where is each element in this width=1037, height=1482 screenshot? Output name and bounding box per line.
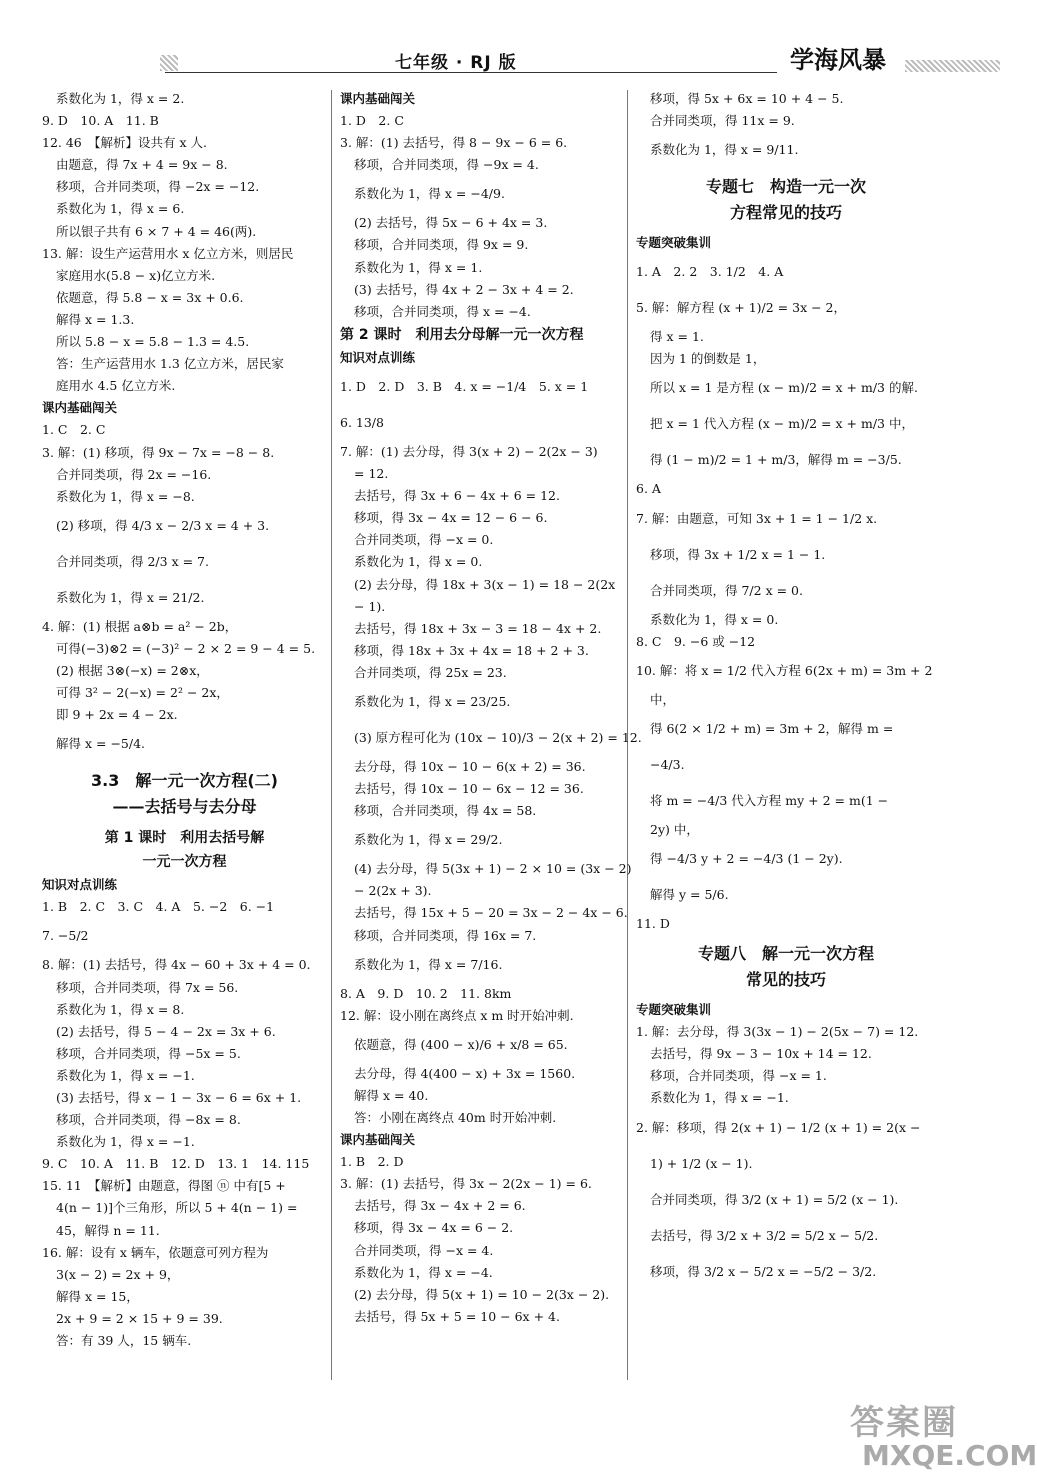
lesson-title-cont: 一元一次方程 xyxy=(142,854,227,871)
answer-line: 将 m = −4/3 代入方程 my + 2 = m(1 − xyxy=(650,792,889,808)
answer-line: (2) 根据 3⊗(−x) = 2⊗x， xyxy=(56,662,209,678)
answer-column-2 xyxy=(340,88,642,1328)
topic-subtitle: 方程常见的技巧 xyxy=(729,203,842,223)
section-heading: 专题突破集训 xyxy=(636,235,712,251)
answer-line: 1. C 2. C xyxy=(42,422,106,438)
answer-line: 所以银子共有 6 × 7 + 4 = 46(两). xyxy=(56,223,257,239)
answer-line: 解得 x = 15， xyxy=(56,1288,139,1304)
section-heading: 课内基础闯关 xyxy=(42,400,118,416)
answer-line: 答：生产运营用水 1.3 亿立方米，居民家 xyxy=(56,356,284,372)
answer-line: (2) 去括号，得 5x − 6 + 4x = 3. xyxy=(354,215,548,231)
chapter-title: 3.3 解一元一次方程(二) xyxy=(91,771,278,791)
answer-line: 8. 解：(1) 去括号，得 4x − 60 + 3x + 4 = 0. xyxy=(42,957,311,973)
answer-line: (4) 去分母，得 5(3x + 1) − 2 × 10 = (3x − 2) xyxy=(354,861,632,877)
answer-line: 移项，合并同类项，得 −8x = 8. xyxy=(56,1112,241,1128)
answer-line: 移项，合并同类项，得 −x = 1. xyxy=(650,1068,827,1084)
answer-line: − 2(2x + 3). xyxy=(354,883,432,899)
answer-line: 13. 解：设生产运营用水 x 亿立方米，则居民 xyxy=(42,245,294,261)
answer-line: (2) 去分母，得 18x + 3(x − 1) = 18 − 2(2x xyxy=(354,576,616,592)
answer-line: 9. D 10. A 11. B xyxy=(42,113,159,129)
answer-line: 系数化为 1，得 x = 1. xyxy=(354,259,483,275)
answer-line: 合并同类项，得 2x = −16. xyxy=(56,466,212,482)
answer-line: 7. −5/2 xyxy=(42,928,89,944)
answer-line: 4. 解：(1) 根据 a⊗b = a² − 2b， xyxy=(42,618,238,634)
answer-line: 系数化为 1，得 x = −1. xyxy=(56,1067,195,1083)
header-hatch-left xyxy=(160,55,178,71)
answer-line: (3) 原方程可化为 (10x − 10)/3 − 2(x + 2) = 12. xyxy=(354,729,642,745)
answer-line: 依题意，得 5.8 − x = 3x + 0.6. xyxy=(56,289,244,305)
answer-line: 1. 解：去分母，得 3(3x − 1) − 2(5x − 7) = 12. xyxy=(636,1024,919,1040)
answer-line: 系数化为 1，得 x = −8. xyxy=(56,488,195,504)
answer-line: 去括号，得 10x − 10 − 6x − 12 = 36. xyxy=(354,781,584,797)
answer-line: 7. 解：由题意，可知 3x + 1 = 1 − 1/2 x. xyxy=(636,510,878,526)
answer-line: 合并同类项，得 11x = 9. xyxy=(650,113,795,129)
answer-line: 系数化为 1，得 x = −1. xyxy=(650,1090,789,1106)
answer-line: 答：小刚在离终点 40m 时开始冲刺. xyxy=(354,1110,557,1125)
answer-line: 系数化为 1，得 x = 21/2. xyxy=(56,589,205,605)
section-heading: 课内基础闯关 xyxy=(340,91,416,106)
answer-line: 合并同类项，得 −x = 4. xyxy=(354,1242,494,1258)
answer-line: 去括号，得 15x + 5 − 20 = 3x − 2 − 4x − 6. xyxy=(354,905,628,921)
answer-line: 得 6(2 × 1/2 + m) = 3m + 2，解得 m = xyxy=(650,720,894,736)
answer-line: 答：有 39 人，15 辆车. xyxy=(56,1333,192,1349)
watermark-url: MXQE.COM xyxy=(862,1439,1037,1472)
watermark xyxy=(850,1395,1037,1475)
answer-column-1 xyxy=(42,88,327,1352)
answer-line: 3. 解：(1) 去括号，得 8 − 9x − 6 = 6. xyxy=(340,135,568,151)
answer-line: 移项，合并同类项，得 −2x = −12. xyxy=(56,179,260,195)
answer-line: 6. 13/8 xyxy=(340,414,384,430)
answer-line: 依题意，得 (400 − x)/6 + x/8 = 65. xyxy=(354,1036,568,1052)
answer-line: 家庭用水(5.8 − x)亿立方米. xyxy=(56,267,216,283)
divider-left xyxy=(331,90,332,1380)
answer-line: 移项，得 3x + 1/2 x = 1 − 1. xyxy=(650,546,826,562)
answer-line: 解得 x = 40. xyxy=(354,1087,429,1103)
answer-line: 1. A 2. 2 3. 1/2 4. A xyxy=(636,264,784,280)
answer-line: 7. 解：(1) 去分母，得 3(x + 2) − 2(2x − 3) xyxy=(340,443,598,459)
answer-line: 去分母，得 10x − 10 − 6(x + 2) = 36. xyxy=(354,758,586,774)
answer-line: 45，解得 n = 11. xyxy=(56,1222,160,1238)
page-header xyxy=(0,0,1000,90)
answer-line: 移项，得 3x − 4x = 12 − 6 − 6. xyxy=(354,510,548,526)
answer-line: 去括号，得 3x + 6 − 4x + 6 = 12. xyxy=(354,488,560,504)
answer-line: 移项，得 3x − 4x = 6 − 2. xyxy=(354,1220,514,1236)
answer-line: (3) 去括号，得 4x + 2 − 3x + 4 = 2. xyxy=(354,281,574,297)
answer-line: 所以 x = 1 是方程 (x − m)/2 = x + m/3 的解. xyxy=(650,380,918,396)
answer-line: 去括号，得 9x − 3 − 10x + 14 = 12. xyxy=(650,1046,872,1062)
topic-title: 专题八 解一元一次方程 xyxy=(697,944,874,964)
chapter-subtitle: ——去括号与去分母 xyxy=(112,797,257,817)
answer-line: 去括号，得 18x + 3x − 3 = 18 − 4x + 2. xyxy=(354,620,602,636)
grade-label: 七年级 · RJ 版 xyxy=(395,53,517,73)
answer-line: 中， xyxy=(650,691,676,707)
answer-line: 去括号，得 3x − 4x + 2 = 6. xyxy=(354,1198,526,1214)
header-rule xyxy=(165,72,777,73)
answer-line: 系数化为 1，得 x = 6. xyxy=(56,201,185,217)
answer-line: 1) + 1/2 (x − 1). xyxy=(650,1155,753,1171)
answer-line: 系数化为 1，得 x = −1. xyxy=(56,1134,195,1150)
answer-line: 9. C 10. A 11. B 12. D 13. 1 14. 115 xyxy=(42,1156,310,1172)
answer-line: 16. 解：设有 x 辆车，依题意可列方程为 xyxy=(42,1244,269,1260)
answer-line: 3. 解：(1) 移项，得 9x − 7x = −8 − 8. xyxy=(42,444,275,460)
answer-line: 8. A 9. D 10. 2 11. 8km xyxy=(340,985,512,1001)
answer-line: 2. 解：移项，得 2(x + 1) − 1/2 (x + 1) = 2(x − xyxy=(636,1119,921,1135)
answer-line: (2) 去分母，得 5(x + 1) = 10 − 2(3x − 2). xyxy=(354,1286,610,1302)
answer-line: 系数化为 1，得 x = 2. xyxy=(56,91,185,106)
topic-title: 专题七 构造一元一次 xyxy=(705,177,866,197)
brand-logo: 学海风暴 xyxy=(790,45,886,74)
answer-line: 系数化为 1，得 x = 0. xyxy=(650,611,779,627)
answer-line: 系数化为 1，得 x = 29/2. xyxy=(354,832,503,848)
header-hatch-right xyxy=(905,60,1000,72)
answer-line: 2y) 中， xyxy=(650,821,699,837)
answer-line: 系数化为 1，得 x = −4/9. xyxy=(354,186,505,202)
section-heading: 知识对点训练 xyxy=(42,877,118,893)
answer-line: 因为 1 的倒数是 1， xyxy=(650,351,766,367)
section-heading: 课内基础闯关 xyxy=(340,1132,416,1148)
answer-line: 系数化为 1，得 x = 9/11. xyxy=(650,142,799,158)
answer-line: = 12. xyxy=(354,466,389,482)
answer-line: 12. 46 【解析】设共有 x 人. xyxy=(42,135,207,151)
watermark-logo-text: 答案圈 xyxy=(850,1403,958,1443)
answer-line: 移项，合并同类项，得 −5x = 5. xyxy=(56,1045,241,1061)
answer-line: 系数化为 1，得 x = 0. xyxy=(354,554,483,570)
answer-line: 可得(−3)⊗2 = (−3)² − 2 × 2 = 9 − 4 = 5. xyxy=(56,640,316,656)
answer-line: 合并同类项，得 25x = 23. xyxy=(354,664,507,680)
answer-line: 2x + 9 = 2 × 15 + 9 = 39. xyxy=(56,1310,223,1326)
answer-line: 合并同类项，得 −x = 0. xyxy=(354,532,494,548)
answer-line: 合并同类项，得 2/3 x = 7. xyxy=(56,553,209,569)
answer-line: 庭用水 4.5 亿立方米. xyxy=(56,378,176,394)
topic-subtitle: 常见的技巧 xyxy=(745,970,826,990)
answer-line: 移项，合并同类项，得 4x = 58. xyxy=(354,803,537,819)
answer-line: 移项，合并同类项，得 −9x = 4. xyxy=(354,157,539,173)
answer-line: − 1). xyxy=(354,598,386,614)
answer-line: 去括号，得 5x + 5 = 10 − 6x + 4. xyxy=(354,1308,560,1324)
answer-line: 4(n − 1)]个三角形，所以 5 + 4(n − 1) = xyxy=(56,1200,298,1216)
answer-line: 得 −4/3 y + 2 = −4/3 (1 − 2y). xyxy=(650,850,843,866)
answer-line: 可得 3² − 2(−x) = 2² − 2x， xyxy=(56,685,229,701)
answer-line: 15. 11 【解析】由题意，得图 ⓝ 中有[5 + xyxy=(42,1178,286,1194)
answer-line: 5. 解：解方程 (x + 1)/2 = 3x − 2， xyxy=(636,300,847,316)
answer-line: 即 9 + 2x = 4 − 2x. xyxy=(56,707,178,723)
answer-line: 10. 解：将 x = 1/2 代入方程 6(2x + m) = 3m + 2 xyxy=(636,662,933,678)
answer-line: 移项，得 18x + 3x + 4x = 18 + 2 + 3. xyxy=(354,642,589,658)
answer-line: 1. B 2. C 3. C 4. A 5. −2 6. −1 xyxy=(42,899,275,915)
section-heading: 专题突破集训 xyxy=(636,1002,712,1018)
answer-line: −4/3. xyxy=(650,756,685,772)
answer-line: 去分母，得 4(400 − x) + 3x = 1560. xyxy=(354,1065,576,1081)
answer-line: 12. 解：设小刚在离终点 x m 时开始冲刺. xyxy=(340,1007,574,1023)
answer-line: 1. B 2. D xyxy=(340,1154,404,1170)
answer-line: 解得 x = 1.3. xyxy=(56,311,135,327)
answer-line: 得 (1 − m)/2 = 1 + m/3，解得 m = −3/5. xyxy=(650,452,902,468)
answer-line: 系数化为 1，得 x = 8. xyxy=(56,1001,185,1017)
answer-line: (2) 去括号，得 5 − 4 − 2x = 3x + 6. xyxy=(56,1023,276,1039)
answer-line: 1. D 2. C xyxy=(340,113,404,129)
answer-line: 所以 5.8 − x = 5.8 − 1.3 = 4.5. xyxy=(56,334,250,350)
answer-line: 去括号，得 3/2 x + 3/2 = 5/2 x − 5/2. xyxy=(650,1227,879,1243)
answer-line: 系数化为 1，得 x = −4. xyxy=(354,1264,493,1280)
answer-column-3 xyxy=(636,88,936,1290)
answer-line: 移项，合并同类项，得 16x = 7. xyxy=(354,927,537,943)
answer-line: 移项，合并同类项，得 9x = 9. xyxy=(354,237,529,253)
answer-line: 8. C 9. −6 或 −12 xyxy=(636,633,756,649)
answer-line: 由题意，得 7x + 4 = 9x − 8. xyxy=(56,157,228,173)
answer-line: 合并同类项，得 7/2 x = 0. xyxy=(650,582,803,598)
answer-line: 移项，得 3/2 x − 5/2 x = −5/2 − 3/2. xyxy=(650,1263,877,1279)
answer-line: 1. D 2. D 3. B 4. x = −1/4 5. x = 1 xyxy=(340,378,589,394)
answer-line: 移项，得 5x + 6x = 10 + 4 − 5. xyxy=(650,91,844,106)
answer-line: (3) 去括号，得 x − 1 − 3x − 6 = 6x + 1. xyxy=(56,1090,302,1105)
answer-line: (2) 移项，得 4/3 x − 2/3 x = 4 + 3. xyxy=(56,517,270,533)
answer-line: 把 x = 1 代入方程 (x − m)/2 = x + m/3 中， xyxy=(650,416,914,432)
lesson-title: 第 2 课时 利用去分母解一元一次方程 xyxy=(340,326,584,343)
answer-line: 合并同类项，得 3/2 (x + 1) = 5/2 (x − 1). xyxy=(650,1191,899,1207)
answer-line: 解得 x = −5/4. xyxy=(56,736,146,752)
answer-line: 移项，合并同类项，得 7x = 56. xyxy=(56,979,239,995)
answer-line: 系数化为 1，得 x = 7/16. xyxy=(354,956,503,972)
answer-line: 得 x = 1. xyxy=(650,329,704,345)
answer-line: 移项，合并同类项，得 x = −4. xyxy=(354,303,531,319)
lesson-title: 第 1 课时 利用去括号解 xyxy=(104,830,265,847)
answer-line: 11. D xyxy=(636,915,670,931)
answer-line: 3(x − 2) = 2x + 9， xyxy=(56,1266,180,1282)
section-heading: 知识对点训练 xyxy=(340,349,416,365)
answer-line: 3. 解：(1) 去括号，得 3x − 2(2x − 1) = 6. xyxy=(340,1176,592,1192)
answer-line: 解得 y = 5/6. xyxy=(650,886,729,902)
answer-line: 系数化为 1，得 x = 23/25. xyxy=(354,693,511,709)
answer-line: 6. A xyxy=(636,481,661,497)
